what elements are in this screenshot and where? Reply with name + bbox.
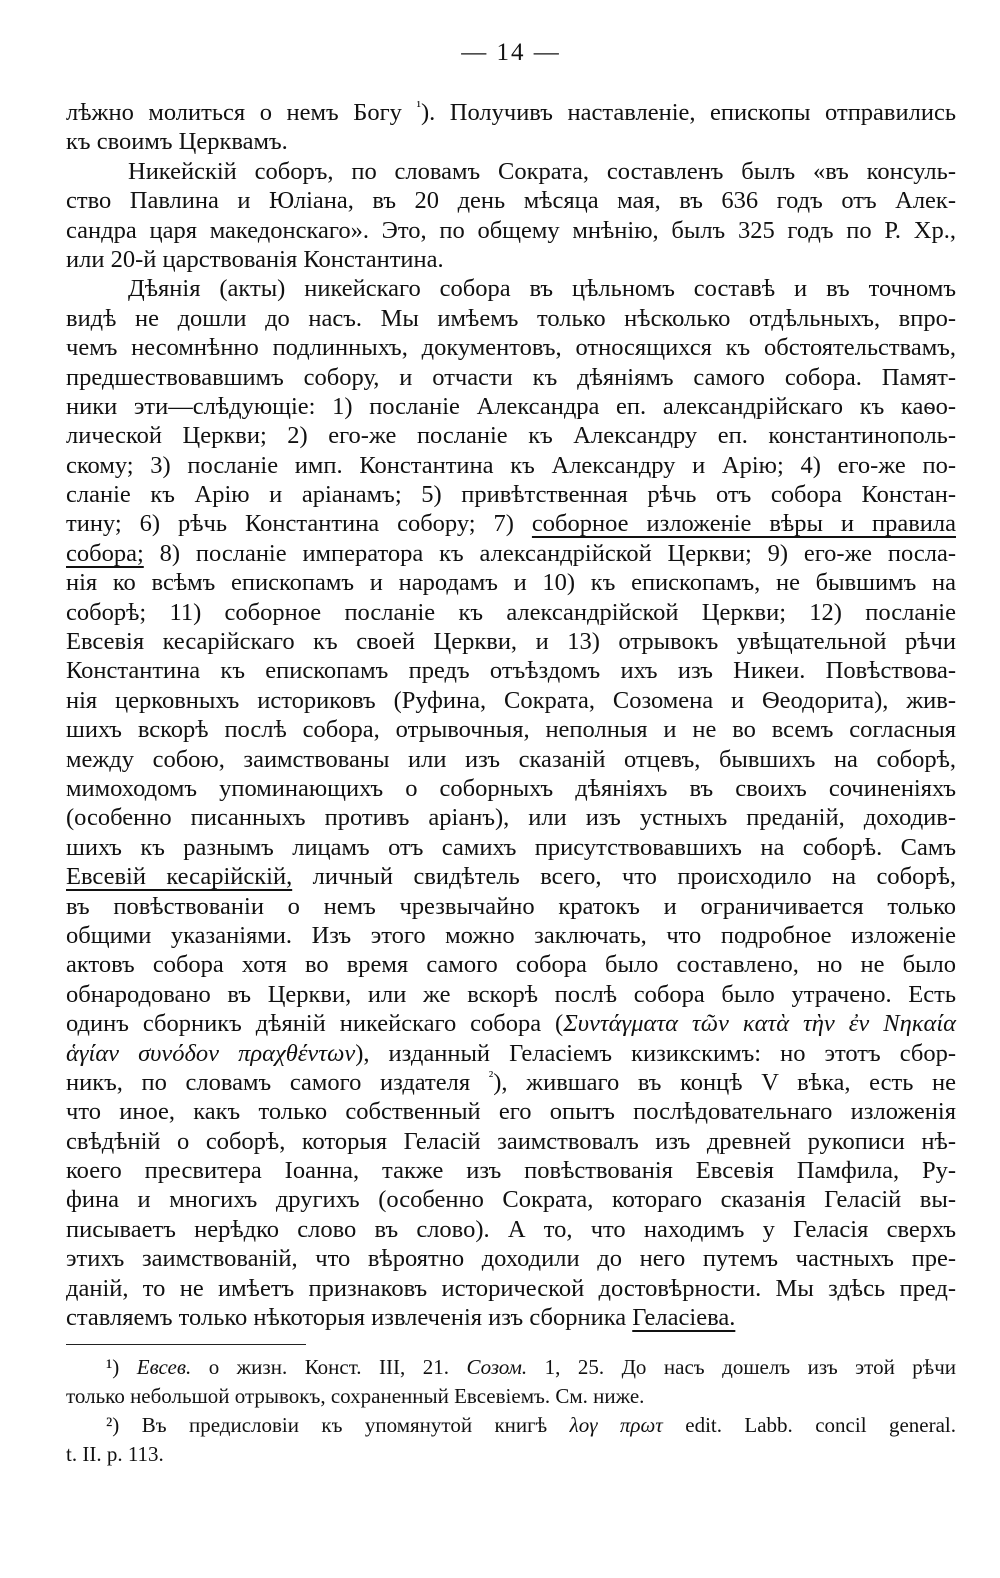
text-line: что иное, какъ только собственный его опытъ послѣдовательнаго изложенія xyxy=(66,1098,956,1126)
text-line: (особенно писанныхъ противъ аріанъ), или изъ устныхъ преданій, доходив- xyxy=(66,804,956,832)
text-line: нія ко всѣмъ епископамъ и народамъ и 10) къ епископамъ, не бывшимъ на xyxy=(66,569,956,597)
footnote-ref[interactable]: ¹ xyxy=(416,98,421,115)
footnote-1: ¹) Евсев. о жизн. Конст. III, 21. Созом. 1, 25. До насъ дошелъ изъ этой рѣчи xyxy=(106,1355,957,1380)
text-line: ἁγίαν συνόδον πραχθέντων), изданный Геласіемъ кизикскимъ: но этотъ сбор- xyxy=(66,1039,956,1067)
text-line: собора; 8) посланіе императора къ александрійской Церкви; 9) его-же посла- xyxy=(66,539,956,567)
text-line: свѣдѣній о соборѣ, которыя Геласій заимствовалъ изъ древней рукописи нѣ- xyxy=(66,1127,956,1155)
text-line: мимоходомъ упоминающихъ о соборныхъ дѣяніяхъ въ своихъ сочиненіяхъ xyxy=(66,774,956,802)
text-line: или 20-й царствованія Константина. xyxy=(66,245,444,273)
text-line: къ своимъ Церквамъ. xyxy=(66,128,288,156)
footnote-1-continued: только небольшой отрывокъ, сохраненный Евсевіемъ. См. ниже. xyxy=(66,1384,645,1409)
text-line: Дѣянія (акты) никейскаго собора въ цѣльномъ составѣ и въ точномъ xyxy=(128,275,956,303)
text-line: сандра царя македонскаго». Это, по общему мнѣнію, былъ 325 годъ по Р. Хр., xyxy=(66,216,956,244)
text-line: шихъ къ разнымъ лицамъ отъ самихъ присутствовавшихъ на соборѣ. Самъ xyxy=(66,833,956,861)
text-line: ставляемъ только нѣкоторыя извлеченія изъ сборника Геласіева. xyxy=(66,1304,736,1332)
document-page xyxy=(66,38,956,1469)
text-line: писываетъ нерѣдко слово въ слово). А то, что находимъ у Геласія сверхъ xyxy=(66,1215,956,1243)
text-line: никъ, по словамъ самого издателя $^{^2}$), жившаго въ концѣ V вѣка, есть не xyxy=(66,1068,956,1096)
text-line: Константина къ епископамъ предъ отъѣздомъ ихъ изъ Никеи. Повѣствова- xyxy=(66,657,956,685)
text-line: даній, то не имѣетъ признаковъ исторической достовѣрности. Мы здѣсь пред- xyxy=(66,1274,956,1302)
footnote-2-continued: t. II. p. 113. xyxy=(66,1442,164,1467)
text-line: обнародовано въ Церкви, или же вскорѣ послѣ собора было утрачено. Есть xyxy=(66,980,956,1008)
text-line: чемъ несомнѣнно подлинныхъ, документовъ, относящихся къ обстоятельствамъ, xyxy=(66,334,956,362)
footnote-ref[interactable]: ² xyxy=(488,1068,494,1085)
text-line: этихъ заимствованій, что вѣроятно доходили до него путемъ частныхъ пре- xyxy=(66,1245,956,1273)
text-line: соборѣ; 11) соборное посланіе къ александрійской Церкви; 12) посланіе xyxy=(66,598,956,626)
page-number: — 14 — xyxy=(461,39,561,66)
text-line: видѣ не дошли до насъ. Мы имѣемъ только нѣсколько отдѣльныхъ, впро- xyxy=(66,304,956,332)
text-line: коего пресвитера Іоанна, также изъ повѣствованія Евсевія Памфила, Ру- xyxy=(66,1157,956,1185)
text-line: Никейскій соборъ, по словамъ Сократа, составленъ былъ «въ консуль- xyxy=(128,157,956,185)
footnote-divider xyxy=(66,1344,306,1345)
text-line: сланіе къ Арію и аріанамъ; 5) привѣтственная рѣчь отъ собора Констан- xyxy=(66,481,956,509)
text-line: шихъ вскорѣ послѣ собора, отрывочныя, неполныя и не во всемъ согласныя xyxy=(66,716,956,744)
paragraph-1 xyxy=(66,98,956,157)
footnote-2: ²) Въ предисловіи къ упомянутой книгѣ λογ πρωτ edit. Labb. concil general. xyxy=(106,1413,956,1438)
underlined-phrase: собора; xyxy=(66,539,144,567)
text-line: одинъ сборникъ дѣяній никейскаго собора (Συντάγματα τῶν κατὰ τὴν ἐν Νηκαία xyxy=(66,1010,957,1038)
text-line: скому; 3) посланіе имп. Константина къ Александру и Арію; 4) его-же по- xyxy=(66,451,956,479)
text-line: лѣжно молиться о немъ Богу $^{^1}$). Получивъ наставленіе, епископы отправились xyxy=(66,98,956,126)
text-line: лической Церкви; 2) его-же посланіе къ Александру еп. константинополь- xyxy=(66,422,956,450)
underlined-phrase: Геласіева. xyxy=(632,1304,736,1332)
text-line: Евсевій кесарійскій, личный свидѣтель всего, что происходило на соборѣ, xyxy=(66,863,956,891)
text-line: въ повѣствованіи о немъ чрезвычайно кратокъ и ограничивается только xyxy=(66,892,956,920)
text-line: общими указаніями. Изъ этого можно заключать, что подробное изложеніе xyxy=(66,921,956,949)
underlined-phrase: Евсевій кесарійскій, xyxy=(66,863,293,891)
paragraph-2 xyxy=(66,157,956,275)
text-line: ники эти—слѣдующіе: 1) посланіе Александра еп. александрійскаго къ каѳо- xyxy=(66,392,956,420)
text-line: актовъ собора хотя во время самого собора было составлено, но не было xyxy=(66,951,956,979)
text-line: ство Павлина и Юліана, въ 20 день мѣсяца мая, въ 636 годъ отъ Алек- xyxy=(66,187,956,215)
text-line: между собою, заимствованы или изъ сказаній отцевъ, бывшихъ на соборѣ, xyxy=(66,745,956,773)
underlined-phrase: соборное изложеніе вѣры и правила xyxy=(531,510,956,538)
text-line: предшествовавшимъ собору, и отчасти къ дѣяніямъ самого собора. Памят- xyxy=(66,363,956,391)
greek-text: ἁγίαν συνόδον πραχθέντων xyxy=(66,1039,356,1067)
text-line: нія церковныхъ историковъ (Руфина, Сократа, Созомена и Ѳеодорита), жив- xyxy=(66,686,956,714)
greek-text: λογ πρωτ xyxy=(569,1413,663,1438)
text-line: фина и многихъ другихъ (особенно Сократа, котораго сказанія Геласій вы- xyxy=(66,1186,956,1214)
footnotes xyxy=(66,1353,956,1469)
paragraph-3 xyxy=(66,274,956,1332)
text-line: Евсевія кесарійскаго къ своей Церкви, и 13) отрывокъ увѣщательной рѣчи xyxy=(66,628,956,656)
greek-text: Συντάγματα τῶν κατὰ τὴν ἐν Νηκαία xyxy=(563,1010,957,1038)
text-line: тину; 6) рѣчь Константина собору; 7) соборное изложеніе вѣры и правила xyxy=(66,510,956,538)
